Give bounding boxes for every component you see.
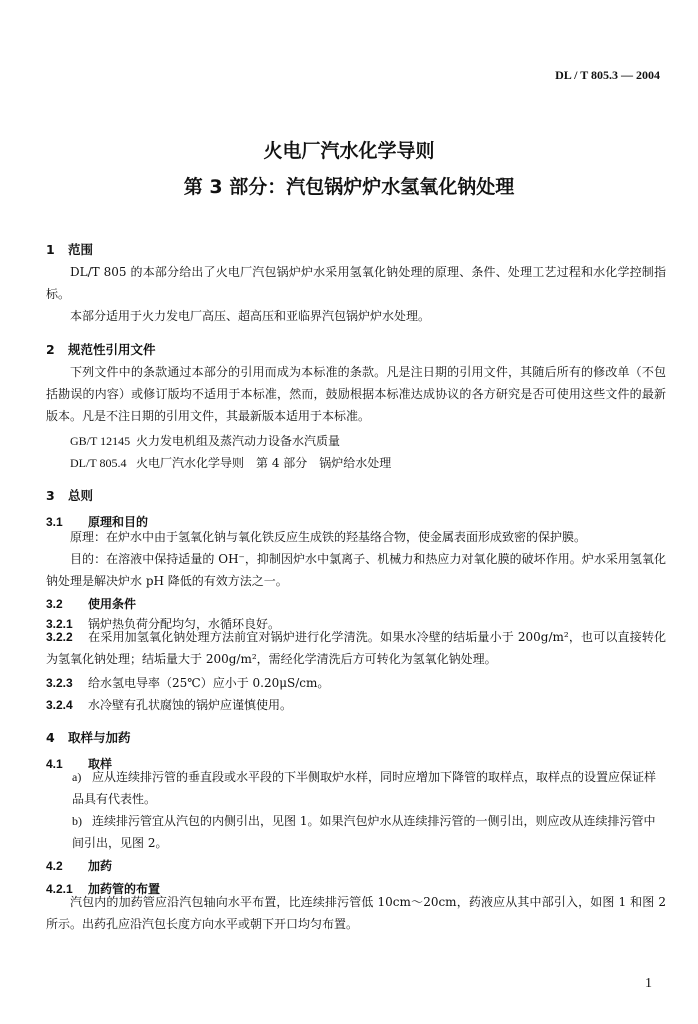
section-number: 3 — [46, 488, 55, 503]
clause-text: 在采用加氢氧化钠处理方法前宜对锅炉进行化学清洗。如果水冷壁的结垢量小于 200g/m²，也可以直接转化为氢氧化钠处理；结垢量大于 200g/m²，需经化学清洗后方可转化为氢氧化钠处理。 — [46, 630, 666, 666]
section-title: 范围 — [68, 242, 94, 257]
clause-text: 给水氢电导率（25℃）应小于 0.20μS/cm。 — [88, 676, 330, 690]
clause-title: 加药 — [88, 859, 113, 873]
reference-code: DL/T 805.4 — [70, 456, 127, 470]
reference-item — [70, 454, 391, 471]
page-number: 1 — [645, 976, 652, 991]
document-subtitle: 第 3 部分：汽包锅炉炉水氢氧化钠处理 — [183, 176, 515, 198]
purpose-paragraph: 目的：在溶液中保持适量的 OH⁻，抑制因炉水中氯离子、机械力和热应力对氧化膜的破坏作用。炉水采用氢氧化钠处理是解决炉水 pH 降低的有效方法之一。 — [46, 552, 666, 588]
principle-paragraph: 原理：在炉水中由于氢氧化钠与氧化铁反应生成铁的羟基络合物，使金属表面形成致密的保护膜。 — [70, 530, 587, 544]
clause-title: 使用条件 — [88, 597, 137, 611]
clause-3-2-heading — [46, 595, 136, 612]
section-number: 4 — [46, 730, 55, 745]
section-1-paragraph-1: DL/T 805 的本部分给出了火电厂汽包锅炉炉水采用氢氧化钠处理的原理、条件、处理工艺过程和水化学控制指标。 — [46, 265, 666, 301]
clause-3-2-3 — [46, 674, 329, 691]
clause-number: 3.2 — [46, 597, 63, 611]
section-1-paragraph-2: 本部分适用于火力发电厂高压、超高压和亚临界汽包锅炉炉水处理。 — [70, 309, 431, 323]
section-2-paragraph-1: 下列文件中的条款通过本部分的引用而成为本标准的条款。凡是注日期的引用文件，其随后所有的修改单（不包括勘误的内容）或修订版均不适用于本标准，然而，鼓励根据本标准达成协议的各方研究是否可使用这些文件的最新版本。凡是不注日期的引用文件，其最新版本适用于本标准。 — [46, 365, 666, 423]
document-title: 火电厂汽水化学导则 — [263, 140, 435, 162]
clause-number: 3.2.2 — [46, 630, 73, 644]
list-item-a — [72, 766, 664, 810]
list-marker: a) — [72, 770, 82, 784]
clause-number: 3.1 — [46, 515, 63, 529]
clause-3-2-4 — [46, 696, 292, 713]
section-title: 取样与加药 — [68, 730, 131, 745]
clause-number: 4.2.1 — [46, 882, 73, 896]
section-number: 1 — [46, 242, 55, 257]
clause-title: 原理和目的 — [88, 515, 149, 529]
reference-title: 火力发电机组及蒸汽动力设备水汽质量 — [136, 434, 341, 448]
list-marker: b) — [72, 814, 82, 828]
reference-code: GB/T 12145 — [70, 434, 131, 448]
clause-number: 4.2 — [46, 859, 63, 873]
section-3-heading — [46, 486, 93, 504]
clause-3-2-2 — [46, 626, 666, 670]
clause-title: 加药管的布置 — [88, 882, 161, 896]
clause-number: 4.1 — [46, 757, 63, 771]
section-title: 总则 — [68, 488, 94, 503]
list-item-text: 应从连续排污管的垂直段或水平段的下半侧取炉水样，同时应增加下降管的取样点，取样点的设置应保证样品具有代表性。 — [72, 770, 657, 806]
clause-4-2-heading — [46, 857, 112, 874]
dosing-pipe-paragraph: 汽包内的加药管应沿汽包轴向水平布置，比连续排污管低 10cm～20cm，药液应从其中部引入，如图 1 和图 2 所示。出药孔应沿汽包长度方向水平或朝下开口均匀布置。 — [46, 895, 666, 931]
clause-text: 水冷壁有孔状腐蚀的锅炉应谨慎使用。 — [88, 698, 293, 712]
clause-number: 3.2.1 — [46, 617, 73, 631]
clause-title: 取样 — [88, 757, 113, 771]
clause-number: 3.2.4 — [46, 698, 73, 712]
list-item-b — [72, 810, 664, 854]
section-2-heading — [46, 340, 156, 358]
section-title: 规范性引用文件 — [68, 342, 156, 357]
section-4-heading — [46, 728, 131, 746]
reference-item — [70, 432, 340, 449]
document-code: DL / T 805.3 — 2004 — [555, 68, 660, 82]
section-number: 2 — [46, 342, 55, 357]
clause-number: 3.2.3 — [46, 676, 73, 690]
section-1-heading — [46, 240, 93, 258]
list-item-text: 连续排污管宜从汽包的内侧引出，见图 1。如果汽包炉水从连续排污管的一侧引出，则应改从连续排污管中间引出，见图 2。 — [72, 814, 656, 850]
reference-title: 火电厂汽水化学导则 第 4 部分 锅炉给水处理 — [136, 456, 392, 470]
clause-text: 锅炉热负荷分配均匀，水循环良好。 — [88, 617, 281, 631]
